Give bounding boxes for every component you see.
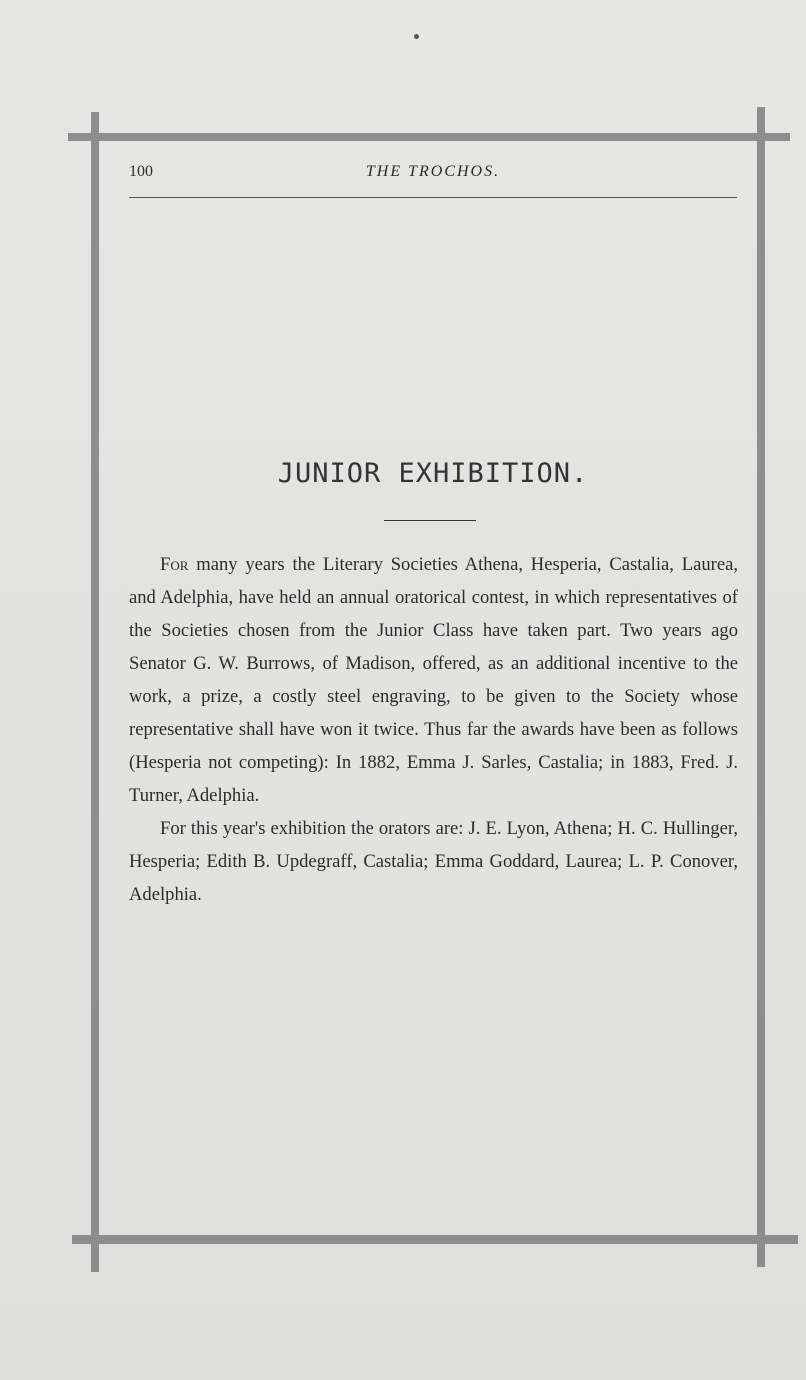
paragraph-1 xyxy=(129,548,738,812)
journal-title: THE TROCHOS. xyxy=(365,163,501,180)
running-head xyxy=(129,163,737,187)
paragraph-1-text: many years the Literary Societies Athena, Hesperia, Castalia, Laurea, and Adelphia, have held an annual oratorical contest, in which representatives of the Societies chosen from the Junior Class have taken part. Two years ago Senator G. W. Burrows, of Madison, offered, as an additional incentive to the work, a prize, a costly steel engraving, to be given to the Society whose representative shall have won it twice. Thus far the awards have been as follows (Hesperia not competing): In 1882, Emma J. Sarles, Castalia; in 1883, Fred. J. Turner, Adelphia. xyxy=(129,554,738,806)
header-rule xyxy=(129,197,737,198)
paragraph-2: For this year's exhibition the orators are: J. E. Lyon, Athena; H. C. Hullinger, Hesperia; Edith B. Updegraff, Castalia; Emma Goddard, Laurea; L. P. Conover, Adelphia. xyxy=(129,818,738,905)
title-rule xyxy=(384,520,476,521)
frame-bottom-bar xyxy=(72,1235,798,1244)
frame-left-bar xyxy=(91,112,99,1272)
section-title: JUNIOR EXHIBITION. xyxy=(277,458,589,489)
frame-right-bar xyxy=(757,107,765,1267)
paragraph-1-lead: For xyxy=(160,554,189,575)
page-number: 100 xyxy=(129,163,153,180)
frame-top-bar xyxy=(68,133,790,141)
ink-speck xyxy=(414,34,419,39)
article-body xyxy=(129,548,738,911)
